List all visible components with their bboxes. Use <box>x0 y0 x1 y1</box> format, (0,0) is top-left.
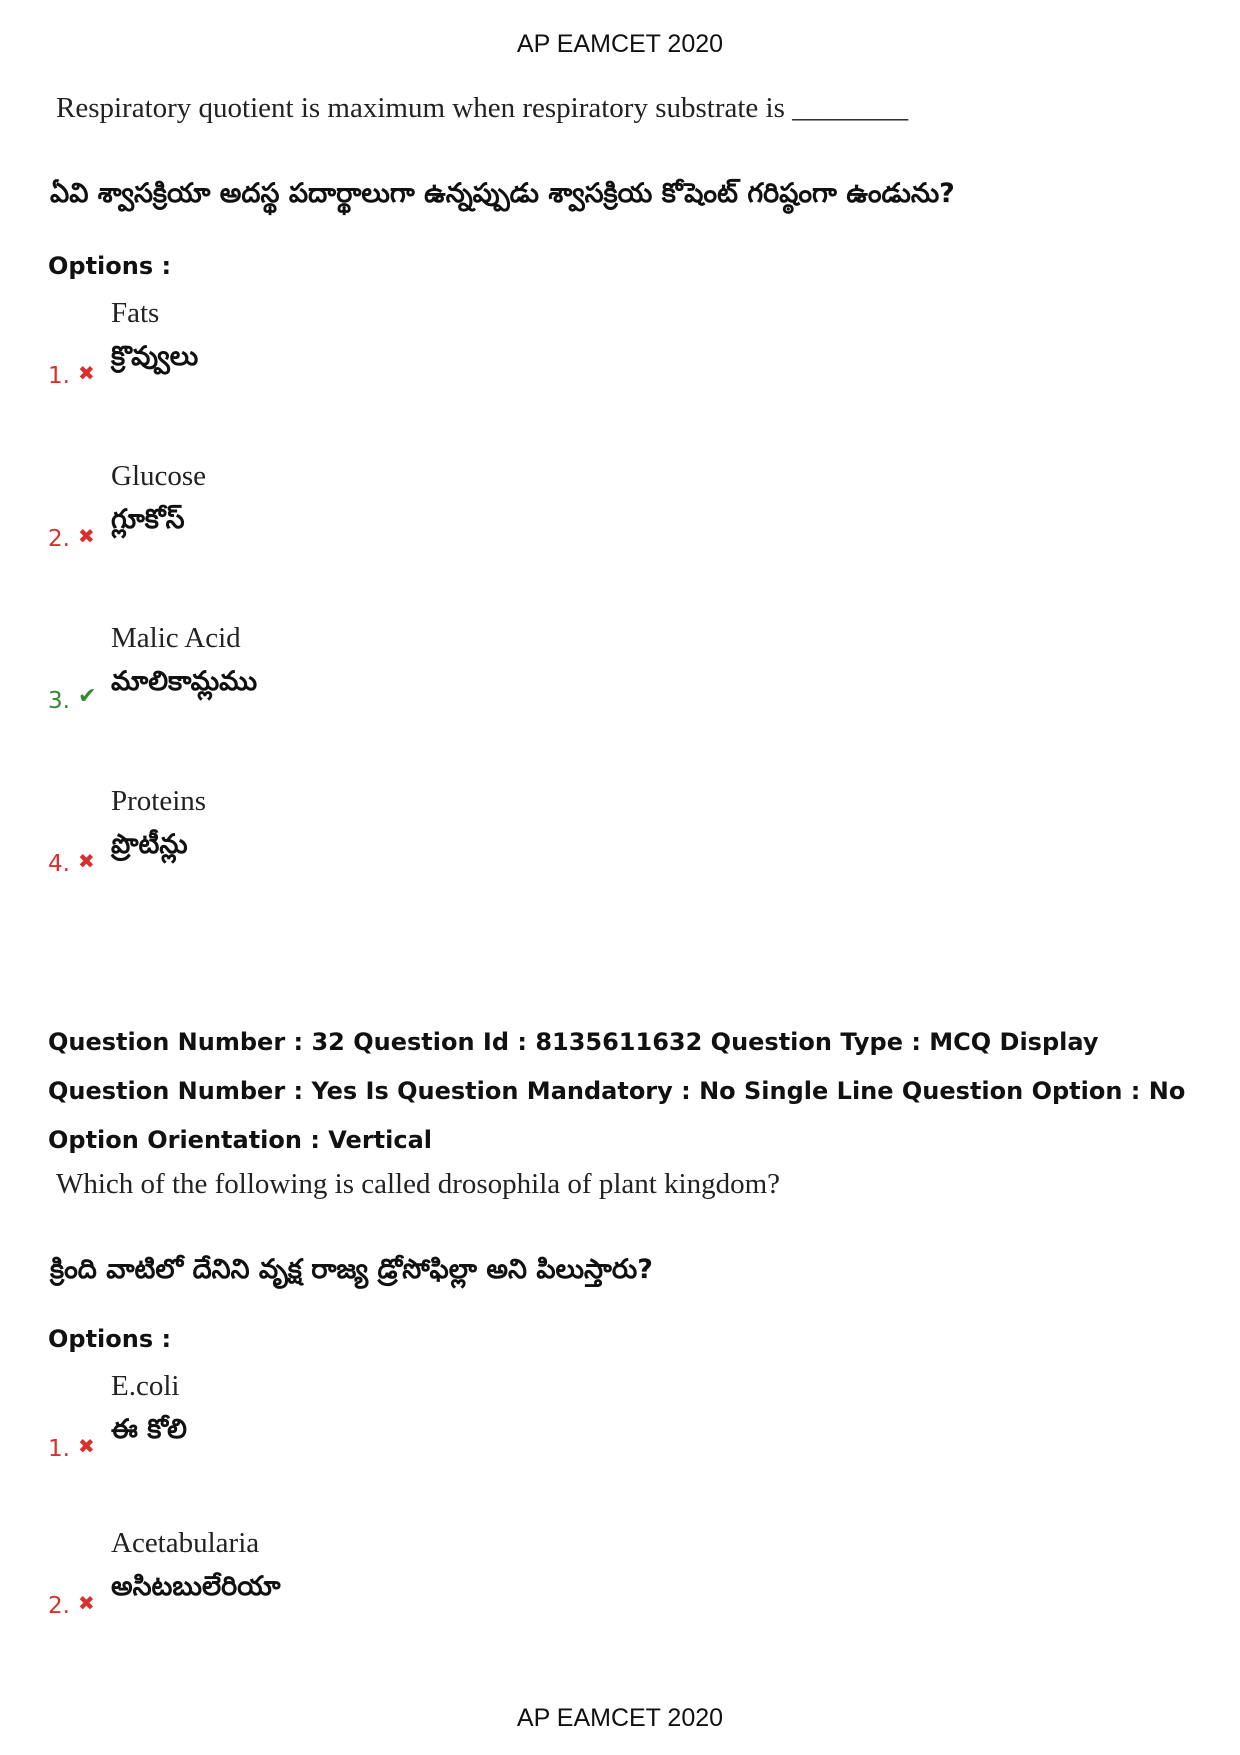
option-text-te: ఈ కోలి <box>111 1414 187 1445</box>
option-item <box>0 622 1240 772</box>
page-header: AP EAMCET 2020 <box>516 30 724 58</box>
option-item <box>0 785 1240 935</box>
option-text-te: ప్రొటీన్లు <box>111 829 188 860</box>
option-number: 3. <box>48 688 70 714</box>
question-text-en: Respiratory quotient is maximum when respiratory substrate is ________ <box>56 92 909 124</box>
option-text-te: మాలికామ్లము <box>111 666 258 697</box>
option-text-en: Fats <box>111 297 160 329</box>
cross-icon: ✖ <box>78 849 95 873</box>
cross-icon: ✖ <box>78 361 95 385</box>
option-text-te: క్రొవ్వులు <box>111 341 199 372</box>
option-number: 2. <box>48 526 70 552</box>
page-footer: AP EAMCET 2020 <box>516 1704 724 1732</box>
option-number: 2. <box>48 1593 70 1619</box>
cross-icon: ✖ <box>78 1591 95 1615</box>
cross-icon: ✖ <box>78 524 95 548</box>
question-text-te: క్రింది వాటిలో దేనిని వృక్ష రాజ్య డ్రోసోఫిల్లా అని పిలుస్తారు? <box>50 1254 653 1285</box>
option-text-en: Glucose <box>111 460 207 492</box>
question-meta: Question Number : 32 Question Id : 8135611632 Question Type : MCQ Display Question Number : Yes Is Question Mandatory : No Single Line Question Option : No Option Orientation : Vertical <box>48 1028 1186 1154</box>
options-label: Options : <box>48 1325 172 1353</box>
option-item <box>0 297 1240 447</box>
option-item <box>0 1527 1240 1677</box>
option-text-en: Malic Acid <box>111 622 241 654</box>
option-number: 4. <box>48 851 70 877</box>
question-text-en: Which of the following is called drosophila of plant kingdom? <box>56 1168 781 1200</box>
question-text-te: ఏవి శ్వాసక్రియా అదస్థ పదార్థాలుగా ఉన్నప్పుడు శ్వాసక్రియ కోషెంట్ గరిష్ఠంగా ఉండును? <box>50 178 955 209</box>
option-number: 1. <box>48 363 70 389</box>
option-text-te: అసిటబులేరియా <box>111 1571 281 1602</box>
option-item <box>0 460 1240 610</box>
option-text-en: Acetabularia <box>111 1527 260 1559</box>
option-text-en: Proteins <box>111 785 207 817</box>
cross-icon: ✖ <box>78 1434 95 1458</box>
option-number: 1. <box>48 1436 70 1462</box>
option-item <box>0 1370 1240 1520</box>
check-icon: ✔ <box>78 684 97 709</box>
options-label: Options : <box>48 252 172 280</box>
option-text-te: గ్లూకోస్ <box>111 504 185 535</box>
option-text-en: E.coli <box>111 1370 180 1402</box>
